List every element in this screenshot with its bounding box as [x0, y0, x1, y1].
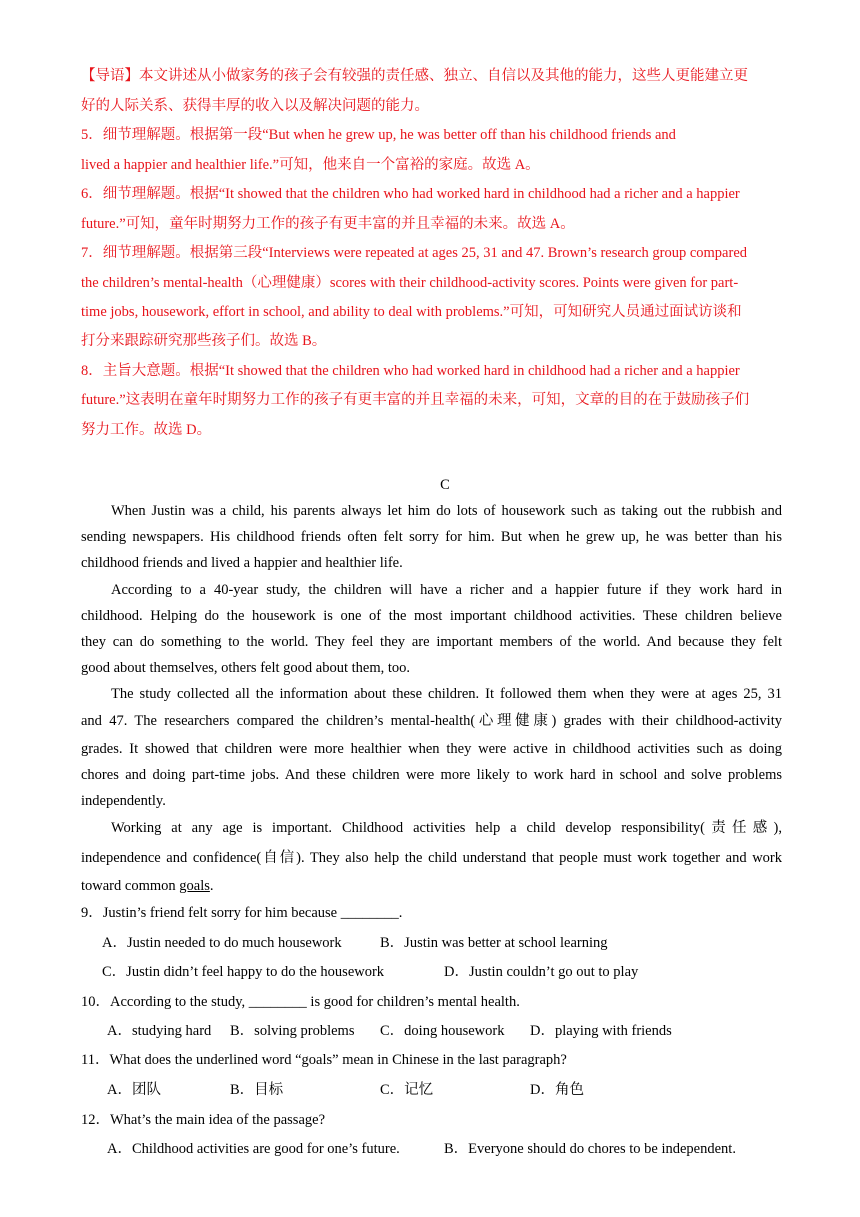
question-9-stem: 9．Justin’s friend felt sorry for him because ________.: [81, 905, 403, 921]
analysis-8-line-3: 努力工作。故选 D。: [81, 422, 212, 438]
analysis-8-line-2: future.”这表明在童年时期努力工作的孩子有更丰富的并且幸福的未来，可知，文章的目的在于鼓励孩子们: [81, 392, 750, 408]
analysis-6-num: 6．: [81, 186, 103, 202]
passage-p2-line-4: good about themselves, others felt good about them, too.: [81, 660, 411, 676]
analysis-7-num: 7．: [81, 245, 103, 261]
passage-p1-line-1: When Justin was a child, his parents always let him do lots of housework such as taking out the rubbish and: [111, 503, 782, 519]
question-11-option-b[interactable]: B．目标: [230, 1082, 284, 1098]
passage-p1-line-3: childhood friends and lived a happier and healthier life.: [81, 555, 403, 571]
passage-p2-line-1: According to a 40-year study, the children will have a richer and a happier future if they work hard in: [111, 582, 782, 598]
analysis-5-line-1: [81, 125, 781, 145]
analysis-6-text: 细节理解题。根据“It showed that the children who had worked hard in childhood had a richer and a happier: [102, 186, 740, 202]
passage-p4-line-3: [81, 876, 782, 896]
passage-p1-line-2: sending newspapers. His childhood friends often felt sorry for him. But when he grew up, he was better than his: [81, 529, 782, 545]
underlined-word-goals: goals: [179, 878, 210, 894]
analysis-7-line-4: 打分来跟踪研究那些孩子们。故选 B。: [81, 333, 327, 349]
question-11-option-d[interactable]: D．角色: [530, 1082, 584, 1098]
passage-p3-line-4: chores and doing part-time jobs. And these children were more likely to work hard in school and solve problems: [81, 767, 782, 783]
passage-p2-line-2: childhood. Helping do the housework is one of the most important childhood activities. These children believe: [81, 608, 782, 624]
question-11-option-c[interactable]: C．记忆: [380, 1082, 434, 1098]
analysis-5-line-2: lived a happier and healthier life.”可知，他来自一个富裕的家庭。故选 A。: [81, 157, 540, 173]
question-9-option-b[interactable]: B．Justin was better at school learning: [380, 935, 608, 951]
passage-p3-line-5: independently.: [81, 793, 166, 809]
question-10-option-b[interactable]: B．solving problems: [230, 1023, 355, 1039]
passage-p4-line-3-text: toward common: [81, 878, 180, 894]
question-10-option-a[interactable]: A．studying hard: [107, 1023, 212, 1039]
question-9-option-c[interactable]: C．Justin didn’t feel happy to do the housework: [102, 964, 385, 980]
question-10-option-d[interactable]: D．playing with friends: [530, 1023, 672, 1039]
passage-p2-line-3: they can do something to the world. They feel they are important members of the world. And because they felt: [81, 634, 782, 650]
question-10-option-c[interactable]: C．doing housework: [380, 1023, 505, 1039]
passage-p4-line-1: Working at any age is important. Childhood activities help a child develop responsibility(责任感),: [111, 820, 782, 836]
analysis-7-line-2: the children’s mental-health（心理健康）scores with their childhood-activity scores. Points were given for part-: [81, 275, 739, 291]
analysis-8-line-1: [81, 361, 781, 381]
guide-tag: 【导语】: [81, 68, 139, 84]
analysis-7-line-3: time jobs, housework, effort in school, and ability to deal with problems.”可知，可知研究人员通过面试访谈和: [81, 304, 742, 320]
analysis-5-text: 细节理解题。根据第一段“But when he grew up, he was better off than his childhood friends and: [102, 127, 676, 143]
guide-line-2: 好的人际关系、获得丰厚的收入以及解决问题的能力。: [81, 98, 429, 114]
question-12-option-a[interactable]: A．Childhood activities are good for one’s future.: [107, 1141, 400, 1157]
question-10-stem: 10．According to the study, ________ is good for children’s mental health.: [81, 994, 520, 1010]
analysis-8-text: 主旨大意题。根据“It showed that the children who had worked hard in childhood had a richer and a happier: [102, 363, 740, 379]
analysis-5-num: 5．: [81, 127, 103, 143]
passage-title: C: [440, 477, 450, 493]
passage-p3-line-2: and 47. The researchers compared the children’s mental-health(心理健康) grades with their childhood-activity: [81, 713, 782, 729]
question-11-stem: 11．What does the underlined word “goals” mean in Chinese in the last paragraph?: [81, 1052, 567, 1068]
guide-text-1: 本文讲述从小做家务的孩子会有较强的责任感、独立、自信以及其他的能力，这些人更能建立更: [139, 68, 748, 84]
guide-line-1: [81, 66, 781, 86]
question-12-stem: 12．What’s the main idea of the passage?: [81, 1112, 326, 1128]
analysis-7-line-1: [81, 243, 781, 263]
question-9-option-d[interactable]: D．Justin couldn’t go out to play: [444, 964, 639, 980]
question-12-option-b[interactable]: B．Everyone should do chores to be independent.: [444, 1141, 736, 1157]
analysis-8-num: 8．: [81, 363, 103, 379]
passage-p4-line-2: independence and confidence(自信). They also help the child understand that people must work together and work: [81, 850, 782, 866]
passage-p3-line-3: grades. It showed that children were more healthier when they were active in childhood activities such as doing: [81, 741, 782, 757]
question-9-option-a[interactable]: A．Justin needed to do much housework: [102, 935, 342, 951]
analysis-7-text: 细节理解题。根据第三段“Interviews were repeated at ages 25, 31 and 47. Brown’s research group compared: [102, 245, 748, 261]
analysis-6-line-1: [81, 184, 781, 204]
analysis-6-line-2: future.”可知，童年时期努力工作的孩子有更丰富的并且幸福的未来。故选 A。: [81, 216, 575, 232]
question-11-option-a[interactable]: A．团队: [107, 1082, 161, 1098]
passage-p3-line-1: The study collected all the information about these children. It followed them when they were at ages 25, 31: [111, 686, 782, 702]
passage-p4-period: .: [209, 878, 214, 894]
